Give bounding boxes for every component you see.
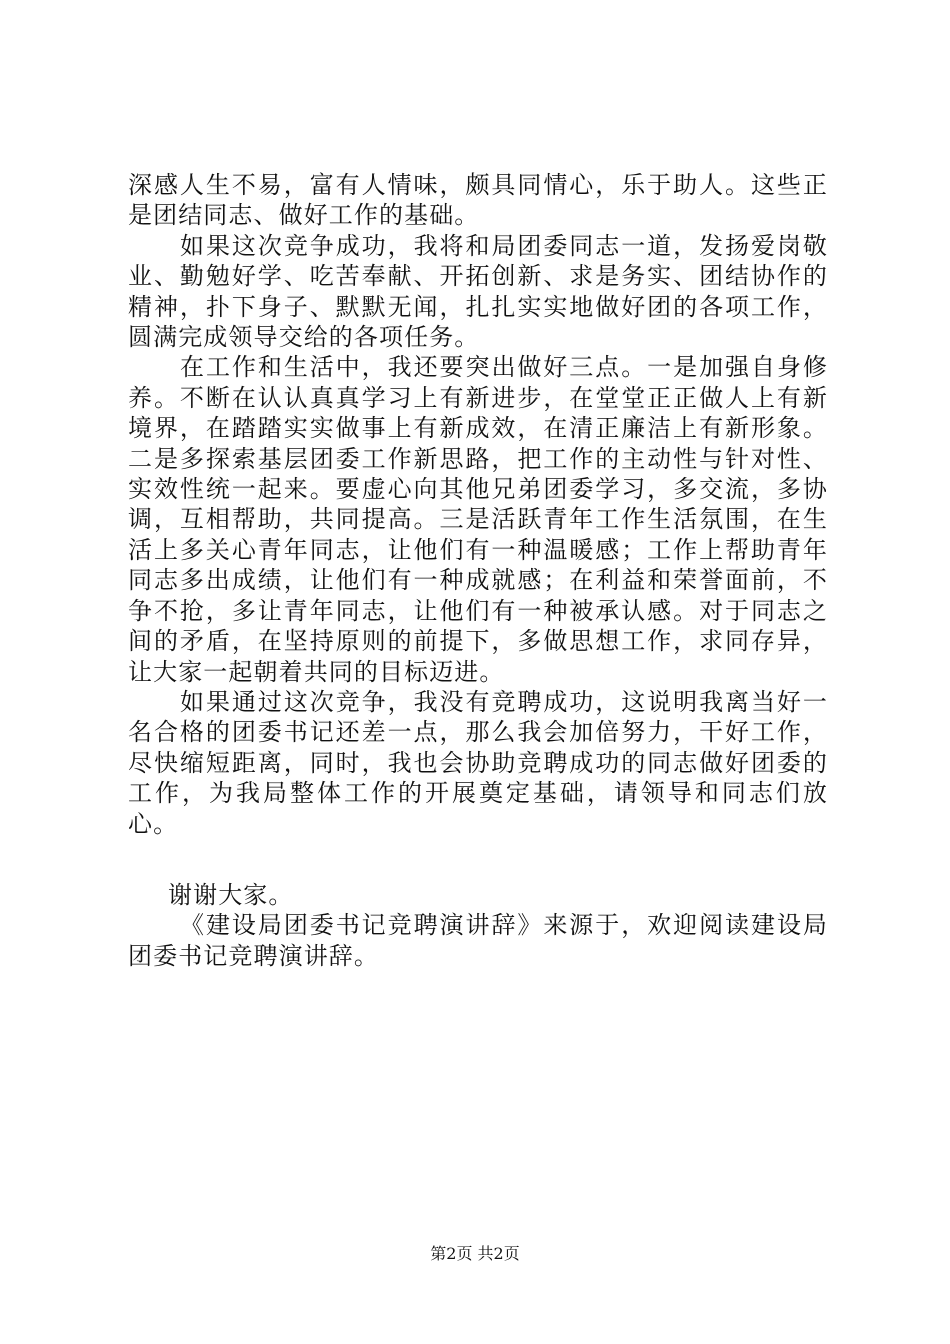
document-body (128, 170, 828, 971)
paragraph-spacer (128, 839, 828, 880)
paragraph-three-points: 在工作和生活中，我还要突出做好三点。一是加强自身修养。不断在认认真真学习上有新进步，在堂堂正正做人上有新境界，在踏踏实实做事上有新成效，在清正廉洁上有新形象。二是多探索基层团委工作新思路，把工作的主动性与针对性、实效性统一起来。要虚心向其他兄弟团委学习，多交流，多协调，互相帮助，共同提高。三是活跃青年工作生活氛围，在生活上多关心青年同志，让他们有一种温暖感；工作上帮助青年同志多出成绩，让他们有一种成就感；在利益和荣誉面前，不争不抢，多让青年同志，让他们有一种被承认感。对于同志之间的矛盾，在坚持原则的前提下，多做思想工作，求同存异，让大家一起朝着共同的目标迈进。 (128, 353, 828, 686)
paragraph-commitment: 如果这次竞争成功，我将和局团委同志一道，发扬爱岗敬业、勤勉好学、吃苦奉献、开拓创新、求是务实、团结协作的精神，扑下身子、默默无闻，扎扎实实地做好团的各项工作，圆满完成领导交给的各项任务。 (128, 231, 828, 352)
paragraph-continuation: 深感人生不易，富有人情味，颇具同情心，乐于助人。这些正是团结同志、做好工作的基础。 (128, 171, 828, 230)
paragraph-thanks: 谢谢大家。 (168, 880, 294, 909)
paragraph-source-note: 《建设局团委书记竞聘演讲辞》来源于，欢迎阅读建设局团委书记竞聘演讲辞。 (128, 911, 828, 970)
paragraph-if-not-successful: 如果通过这次竞争，我没有竞聘成功，这说明我离当好一名合格的团委书记还差一点，那么我会加倍努力，干好工作，尽快缩短距离，同时，我也会协助竞聘成功的同志做好团委的工作，为我局整体工作的开展奠定基础，请领导和同志们放心。 (128, 687, 828, 838)
page-footer: 第2页 共2页 (430, 1244, 520, 1263)
